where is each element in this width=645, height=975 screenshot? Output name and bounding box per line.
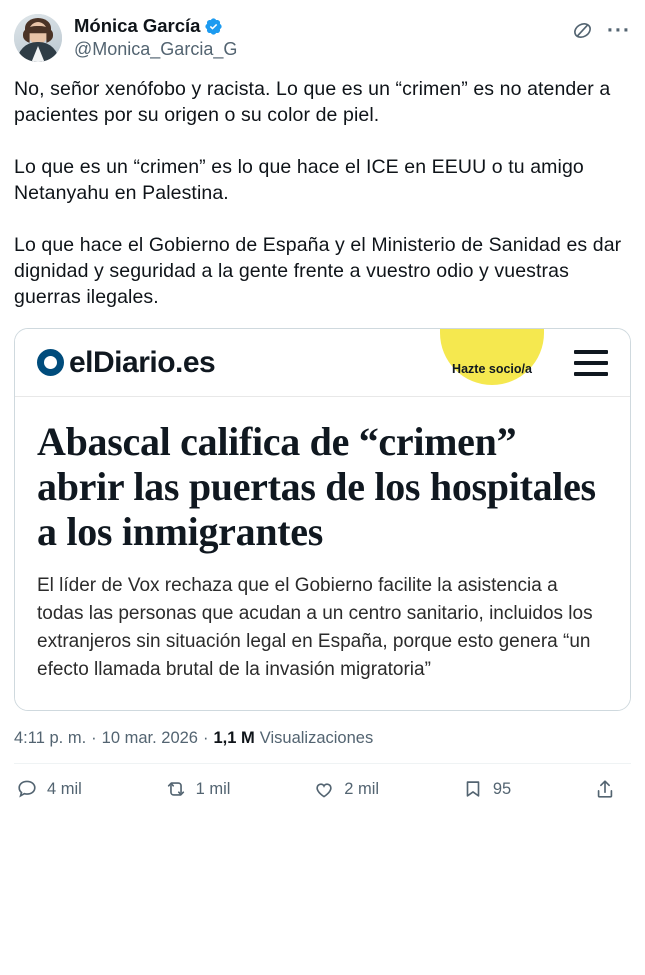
subscribe-button[interactable] <box>440 329 544 385</box>
like-button[interactable] <box>313 778 379 800</box>
verified-badge-icon <box>204 17 223 36</box>
more-options-icon[interactable]: ··· <box>607 18 631 42</box>
bookmark-icon <box>462 778 484 800</box>
retweet-button[interactable] <box>165 778 231 800</box>
tweet-meta <box>14 727 631 749</box>
header-actions <box>572 14 631 41</box>
tweet-time: 4:11 p. m. <box>14 729 87 747</box>
hamburger-menu-icon[interactable] <box>574 350 608 376</box>
reply-count: 4 mil <box>47 779 82 798</box>
meta-separator: · <box>91 729 97 747</box>
like-count: 2 mil <box>344 779 380 798</box>
share-button[interactable] <box>594 778 625 800</box>
tweet-text <box>14 76 631 310</box>
bookmark-button[interactable] <box>462 778 511 800</box>
article-headline: Abascal califica de “crimen” abrir las puertas de los hospitales a los inmigrantes <box>37 419 596 554</box>
author-names <box>74 14 560 61</box>
views-label: Visualizaciones <box>259 729 374 747</box>
tweet-actions <box>14 764 631 800</box>
tweet-header <box>14 10 631 62</box>
avatar[interactable] <box>14 14 62 62</box>
site-name: elDiario.es <box>69 345 216 379</box>
article-summary: El líder de Vox rechaza que el Gobierno facilite la asistencia a todas las personas que acudan a un centro sanitario, incluidos los extranjeros sin situación legal en España, porque esto genera “un efecto llamada brutal de la invasión migratoria” <box>37 575 593 680</box>
card-article <box>15 397 630 710</box>
views-count: 1,1 M <box>213 729 255 747</box>
display-name-row[interactable] <box>74 15 560 37</box>
card-site-header <box>15 329 630 397</box>
tweet-paragraph: No, señor xenófobo y racista. Lo que es un “crimen” es no atender a pacientes por su origen o su color de piel. <box>14 78 611 126</box>
logo-circle-icon <box>37 349 64 376</box>
bookmark-count: 95 <box>492 779 512 798</box>
author-display-name: Mónica García <box>74 15 201 36</box>
reply-button[interactable] <box>16 778 82 800</box>
heart-icon <box>313 778 335 800</box>
grok-icon[interactable] <box>572 20 593 41</box>
retweet-icon <box>165 778 187 800</box>
tweet-paragraph: Lo que hace el Gobierno de España y el Ministerio de Sanidad es dar dignidad y seguridad a la gente frente a vuestro odio y vuestras guerras ilegales. <box>14 234 622 308</box>
site-logo <box>37 346 215 380</box>
subscribe-label: Hazte socio/a <box>452 362 532 376</box>
comment-icon <box>16 778 38 800</box>
tweet-date: 10 mar. 2026 <box>101 729 198 747</box>
tweet-paragraph: Lo que es un “crimen” es lo que hace el ICE en EEUU o tu amigo Netanyahu en Palestina. <box>14 156 584 204</box>
share-icon <box>594 778 616 800</box>
author-handle: @Monica_Garcia_G <box>74 39 238 59</box>
meta-separator: · <box>202 729 209 747</box>
link-preview-card[interactable] <box>14 328 631 711</box>
retweet-count: 1 mil <box>195 779 231 798</box>
